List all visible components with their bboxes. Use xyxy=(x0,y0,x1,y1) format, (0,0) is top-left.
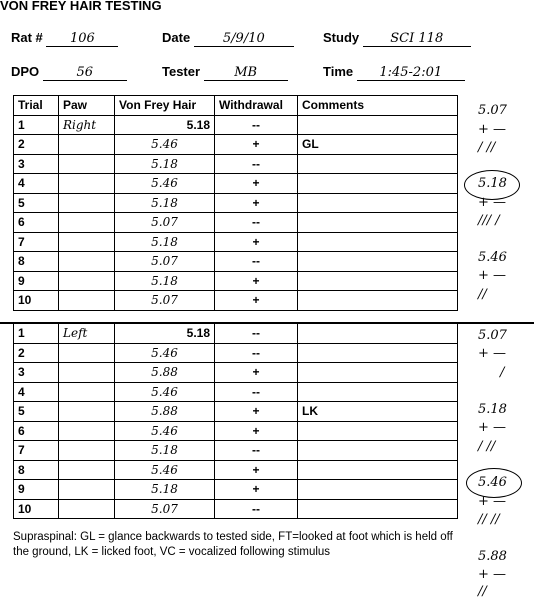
header-von-frey-hair: Von Frey Hair xyxy=(115,96,215,116)
study-label: Study xyxy=(323,30,360,45)
dpo-label: DPO xyxy=(11,64,40,79)
comment-cell xyxy=(298,441,458,461)
paw-cell xyxy=(59,499,115,519)
von-frey-hair-cell: 5.07 xyxy=(115,252,215,272)
tally-value: 5.46 xyxy=(478,250,507,265)
paw-cell xyxy=(59,135,115,155)
tally-value: 5.18 xyxy=(478,176,507,191)
von-frey-hair-cell: 5.07 xyxy=(115,213,215,233)
rat-field xyxy=(11,30,118,47)
von-frey-hair-cell: 5.46 xyxy=(115,460,215,480)
trial-number-cell: 6 xyxy=(14,213,59,233)
tester-field xyxy=(162,64,288,81)
tally-marks: // xyxy=(478,287,487,302)
von-frey-hair-cell: 5.07 xyxy=(115,499,215,519)
rat-value: 106 xyxy=(46,31,118,47)
table-row xyxy=(14,402,458,422)
comment-cell xyxy=(298,480,458,500)
tally-value: 5.88 xyxy=(478,549,507,564)
tally-value: 5.07 xyxy=(478,103,507,118)
tester-label: Tester xyxy=(162,64,201,79)
withdrawal-cell: -- xyxy=(215,499,298,519)
header-withdrawal: Withdrawal xyxy=(215,96,298,116)
comment-cell xyxy=(298,343,458,363)
von-frey-hair-cell: 5.46 xyxy=(115,343,215,363)
time-label: Time xyxy=(323,64,354,79)
comment-cell xyxy=(298,252,458,272)
tally-signs: + — xyxy=(478,122,507,137)
comment-cell xyxy=(298,154,458,174)
comment-cell xyxy=(298,324,458,344)
trial-number-cell: 9 xyxy=(14,480,59,500)
comment-cell xyxy=(298,291,458,311)
table-row xyxy=(14,324,458,344)
table-row xyxy=(14,480,458,500)
trial-number-cell: 8 xyxy=(14,252,59,272)
von-frey-hair-cell: 5.18 xyxy=(115,154,215,174)
trial-number-cell: 5 xyxy=(14,402,59,422)
trial-number-cell: 6 xyxy=(14,421,59,441)
study-value: SCI 118 xyxy=(363,31,471,47)
table-row xyxy=(14,252,458,272)
withdrawal-cell: + xyxy=(215,363,298,383)
trial-number-cell: 7 xyxy=(14,441,59,461)
tally-signs: + — xyxy=(478,268,507,283)
comment-cell xyxy=(298,232,458,252)
withdrawal-cell: -- xyxy=(215,213,298,233)
comment-cell xyxy=(298,174,458,194)
trial-number-cell: 1 xyxy=(14,115,59,135)
table-row xyxy=(14,232,458,252)
paw-cell xyxy=(59,252,115,272)
comment-cell xyxy=(298,460,458,480)
withdrawal-cell: + xyxy=(215,291,298,311)
table-row xyxy=(14,193,458,213)
paw-cell xyxy=(59,213,115,233)
comment-cell xyxy=(298,421,458,441)
von-frey-hair-cell: 5.18 xyxy=(115,441,215,461)
withdrawal-cell: -- xyxy=(215,441,298,461)
table-row xyxy=(14,460,458,480)
comment-cell xyxy=(298,213,458,233)
von-frey-hair-cell: 5.18 xyxy=(115,324,215,344)
withdrawal-cell: + xyxy=(215,460,298,480)
withdrawal-cell: -- xyxy=(215,382,298,402)
withdrawal-cell: + xyxy=(215,480,298,500)
withdrawal-cell: + xyxy=(215,421,298,441)
withdrawal-cell: -- xyxy=(215,252,298,272)
tally-value: 5.46 xyxy=(478,475,507,490)
table-header-row xyxy=(14,96,458,116)
paw-cell xyxy=(59,271,115,291)
tally-value: 5.07 xyxy=(478,328,507,343)
table-row xyxy=(14,271,458,291)
tally-marks: / xyxy=(500,365,505,380)
dpo-field xyxy=(11,64,127,81)
von-frey-hair-cell: 5.18 xyxy=(115,193,215,213)
von-frey-hair-cell: 5.46 xyxy=(115,174,215,194)
trial-number-cell: 5 xyxy=(14,193,59,213)
tally-marks: // // xyxy=(478,512,500,527)
withdrawal-cell: + xyxy=(215,402,298,422)
withdrawal-cell: -- xyxy=(215,324,298,344)
time-value: 1:45-2:01 xyxy=(357,65,465,81)
comment-cell xyxy=(298,382,458,402)
withdrawal-cell: + xyxy=(215,135,298,155)
trial-number-cell: 3 xyxy=(14,363,59,383)
tally-marks: // xyxy=(478,584,487,599)
paw-cell: Right xyxy=(59,115,115,135)
trial-number-cell: 7 xyxy=(14,232,59,252)
von-frey-hair-cell: 5.88 xyxy=(115,363,215,383)
header-comments: Comments xyxy=(298,96,458,116)
header-paw: Paw xyxy=(59,96,115,116)
table-row xyxy=(14,135,458,155)
table-row xyxy=(14,421,458,441)
table-row xyxy=(14,499,458,519)
paw-cell xyxy=(59,480,115,500)
tally-signs: + — xyxy=(478,346,507,361)
paw-cell xyxy=(59,421,115,441)
von-frey-hair-cell: 5.18 xyxy=(115,115,215,135)
paw-cell xyxy=(59,154,115,174)
paw-cell xyxy=(59,193,115,213)
von-frey-hair-cell: 5.18 xyxy=(115,232,215,252)
trial-number-cell: 3 xyxy=(14,154,59,174)
paw-cell xyxy=(59,174,115,194)
date-value: 5/9/10 xyxy=(194,31,294,47)
paw-cell xyxy=(59,343,115,363)
von-frey-hair-cell: 5.46 xyxy=(115,421,215,441)
time-field xyxy=(323,64,465,81)
left-paw-table xyxy=(13,323,458,519)
tally-signs: + — xyxy=(478,567,507,582)
tally-marks: / // xyxy=(478,439,496,454)
paw-cell xyxy=(59,363,115,383)
paw-cell xyxy=(59,232,115,252)
comment-cell xyxy=(298,115,458,135)
paw-cell xyxy=(59,460,115,480)
comment-cell: LK xyxy=(298,402,458,422)
withdrawal-cell: + xyxy=(215,193,298,213)
tally-marks: / // xyxy=(478,140,496,155)
right-paw-table xyxy=(13,95,458,311)
von-frey-hair-cell: 5.46 xyxy=(115,382,215,402)
tally-signs: + — xyxy=(478,195,507,210)
supraspinal-note: Supraspinal: GL = glance backwards to tested side, FT=looked at foot which is held off the ground, LK = licked foot, VC = vocalized following stimulus xyxy=(13,531,453,558)
study-field xyxy=(323,30,471,47)
trial-number-cell: 2 xyxy=(14,135,59,155)
comment-cell: GL xyxy=(298,135,458,155)
von-frey-hair-cell: 5.46 xyxy=(115,135,215,155)
withdrawal-cell: + xyxy=(215,174,298,194)
von-frey-hair-cell: 5.18 xyxy=(115,480,215,500)
trial-number-cell: 10 xyxy=(14,291,59,311)
comment-cell xyxy=(298,271,458,291)
paw-cell xyxy=(59,291,115,311)
header-trial: Trial xyxy=(14,96,59,116)
paw-cell: Left xyxy=(59,324,115,344)
paw-cell xyxy=(59,441,115,461)
von-frey-hair-cell: 5.88 xyxy=(115,402,215,422)
withdrawal-cell: -- xyxy=(215,343,298,363)
withdrawal-cell: + xyxy=(215,232,298,252)
tally-signs: + — xyxy=(478,494,507,509)
table-row xyxy=(14,343,458,363)
rat-label: Rat # xyxy=(11,30,43,45)
tally-marks: /// / xyxy=(478,213,500,228)
paw-cell xyxy=(59,382,115,402)
table-row xyxy=(14,441,458,461)
trial-number-cell: 8 xyxy=(14,460,59,480)
trial-number-cell: 4 xyxy=(14,174,59,194)
dpo-value: 56 xyxy=(43,65,127,81)
table-row xyxy=(14,213,458,233)
trial-number-cell: 2 xyxy=(14,343,59,363)
page-title: VON FREY HAIR TESTING xyxy=(0,0,162,13)
table-row xyxy=(14,174,458,194)
date-field xyxy=(162,30,294,47)
withdrawal-cell: + xyxy=(215,271,298,291)
von-frey-hair-cell: 5.07 xyxy=(115,291,215,311)
table-row xyxy=(14,363,458,383)
table-row xyxy=(14,154,458,174)
tester-value: MB xyxy=(204,65,288,81)
trial-number-cell: 10 xyxy=(14,499,59,519)
comment-cell xyxy=(298,193,458,213)
trial-number-cell: 9 xyxy=(14,271,59,291)
table-row xyxy=(14,115,458,135)
trial-number-cell: 4 xyxy=(14,382,59,402)
tally-signs: + — xyxy=(478,420,507,435)
table-row xyxy=(14,291,458,311)
comment-cell xyxy=(298,499,458,519)
withdrawal-cell: -- xyxy=(215,115,298,135)
von-frey-hair-cell: 5.18 xyxy=(115,271,215,291)
paw-cell xyxy=(59,402,115,422)
table-row xyxy=(14,382,458,402)
comment-cell xyxy=(298,363,458,383)
withdrawal-cell: -- xyxy=(215,154,298,174)
trial-number-cell: 1 xyxy=(14,324,59,344)
tally-value: 5.18 xyxy=(478,402,507,417)
date-label: Date xyxy=(162,30,191,45)
